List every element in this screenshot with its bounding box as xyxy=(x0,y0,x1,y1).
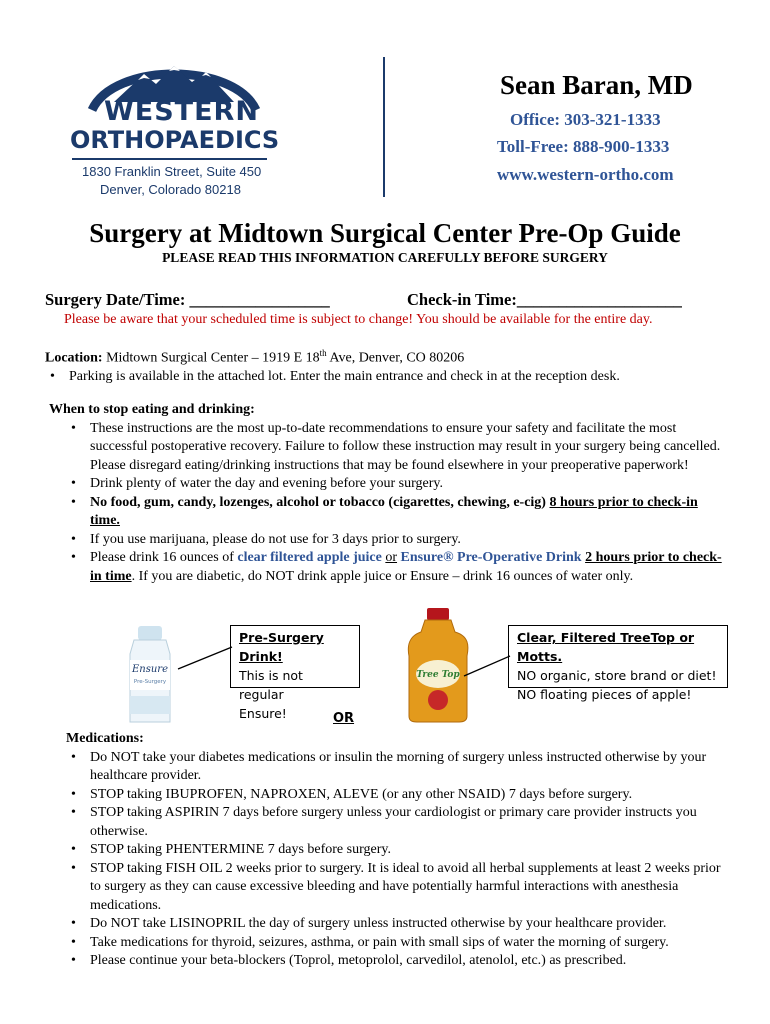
location-line xyxy=(45,344,735,368)
location-address-end: Ave, Denver, CO 80206 xyxy=(326,350,465,366)
apple-juice-text: clear filtered apple juice xyxy=(237,550,382,565)
juice-callout-line3: NO floating pieces of apple! xyxy=(517,687,692,702)
ensure-text: Ensure® Pre-Operative Drink xyxy=(400,550,582,565)
medication-item: • STOP taking ASPIRIN 7 days before surgery unless your cardiologist or primary care provider instructs you otherwise. xyxy=(66,804,734,841)
logo-divider xyxy=(72,158,267,160)
doctor-name: Sean Baran, MD xyxy=(500,70,693,100)
medication-item: • Please continue your beta-blockers (Toprol, metoprolol, carvedilol, atenolol, etc.) as prescribed. xyxy=(66,952,734,971)
medication-item: • Do NOT take your diabetes medications or insulin the morning of surgery unless instructed otherwise by your healthcare provider. xyxy=(66,749,734,786)
juice-callout-line2: NO organic, store brand or diet! xyxy=(517,668,717,683)
location-list xyxy=(45,368,735,387)
surgery-datetime-field: Surgery Date/Time: _________________ xyxy=(45,290,330,309)
office-phone: Office: 303-321-1333 xyxy=(510,110,661,129)
ensure-bottle-icon xyxy=(120,626,180,726)
eating-item-5-rest: . If you are diabetic, do NOT drink apple juice or Ensure – drink 16 ounces of water only. xyxy=(131,568,634,584)
header-divider xyxy=(383,57,385,197)
eating-item-5 xyxy=(66,549,729,586)
page-subtitle: PLEASE READ THIS INFORMATION CAREFULLY BEFORE SURGERY xyxy=(162,250,608,265)
eating-item-3-deadline: 8 hours prior to check-in time. xyxy=(90,494,698,528)
website-link[interactable]: www.western-ortho.com xyxy=(497,165,674,184)
eating-item-1: • These instructions are the most up-to-date recommendations to ensure your safety and facilitate the most successful postoperative recovery. Failure to follow these instruction may result in your surgery being cancelled. Please disregard eating/drinking instructions that may be found elsewhere in your preoperative paperwork! xyxy=(66,420,729,476)
ensure-callout-line3: Ensure! xyxy=(239,706,287,721)
or-text: or xyxy=(385,550,398,565)
schedule-warning: Please be aware that your scheduled time is subject to change! You should be available for the entire day. xyxy=(64,312,653,327)
toll-free-phone: Toll-Free: 888-900-1333 xyxy=(497,137,670,156)
callout-pointer-right xyxy=(462,650,512,680)
medication-item: • Take medications for thyroid, seizures, asthma, or pain with small sips of water the morning of surgery. xyxy=(66,934,734,953)
clinic-logo xyxy=(60,52,280,212)
juice-callout-title: Clear, Filtered TreeTop or Motts. xyxy=(517,630,695,664)
ensure-callout-line2: This is not regular xyxy=(239,668,303,702)
clinic-address-line1: 1830 Franklin Street, Suite 450 xyxy=(82,164,262,179)
location-section xyxy=(45,344,735,387)
page-title: Surgery at Midtown Surgical Center Pre-Op Guide xyxy=(89,218,681,248)
clinic-address-line2: Denver, Colorado 80218 xyxy=(100,182,241,197)
ensure-brand-label: Ensure xyxy=(131,664,169,675)
eating-heading: When to stop eating and drinking: xyxy=(49,402,255,417)
logo-line-orthopaedics: ORTHOPAEDICS xyxy=(70,126,280,154)
location-label: Location: xyxy=(45,350,103,366)
eating-section xyxy=(49,401,729,586)
callout-pointer-left xyxy=(174,645,234,675)
eating-item-5-text: Please drink 16 ounces of xyxy=(90,550,238,565)
medications-heading: Medications: xyxy=(66,731,144,746)
eating-item-3-text: No food, gum, candy, lozenges, alcohol or tobacco (cigarettes, chewing, e-cig) xyxy=(90,494,550,510)
medication-item: • Do NOT take LISINOPRIL the day of surgery unless instructed otherwise by your healthcare provider. xyxy=(66,915,734,934)
two-hours-text: 2 hours prior to check-in time xyxy=(90,550,722,584)
eating-list xyxy=(66,420,729,587)
juice-brand-label: Tree Top xyxy=(416,670,460,680)
eating-item-2: • Drink plenty of water the day and evening before your surgery. xyxy=(66,475,729,494)
juice-callout xyxy=(508,625,728,702)
medications-list xyxy=(66,749,734,971)
eating-item-4: • If you use marijuana, please do not use for 3 days prior to surgery. xyxy=(66,531,729,550)
medication-item: • STOP taking IBUPROFEN, NAPROXEN, ALEVE (or any other NSAID) 7 days before surgery. xyxy=(66,786,734,805)
ensure-sub-label: Pre-Surgery xyxy=(133,679,167,685)
ensure-callout-title: Pre-Surgery Drink! xyxy=(239,630,324,664)
checkin-time-field: Check-in Time:____________________ xyxy=(407,290,682,309)
location-ordinal: th xyxy=(319,348,327,358)
parking-item: • Parking is available in the attached lot. Enter the main entrance and check in at the reception desk. xyxy=(45,368,735,387)
logo-line-western: WESTERN xyxy=(104,96,259,127)
or-divider: OR xyxy=(333,711,355,726)
location-address: Midtown Surgical Center – 1919 E 18 xyxy=(102,350,320,366)
medications-section xyxy=(66,730,734,971)
medication-item: • STOP taking PHENTERMINE 7 days before surgery. xyxy=(66,841,734,860)
medication-item: • STOP taking FISH OIL 2 weeks prior to surgery. It is ideal to avoid all herbal supplements at least 2 weeks prior to surgery as they can cause excessive bleeding and have potentially harmful interactions with anesthesia medications. xyxy=(66,860,734,916)
eating-item-3 xyxy=(66,494,729,531)
